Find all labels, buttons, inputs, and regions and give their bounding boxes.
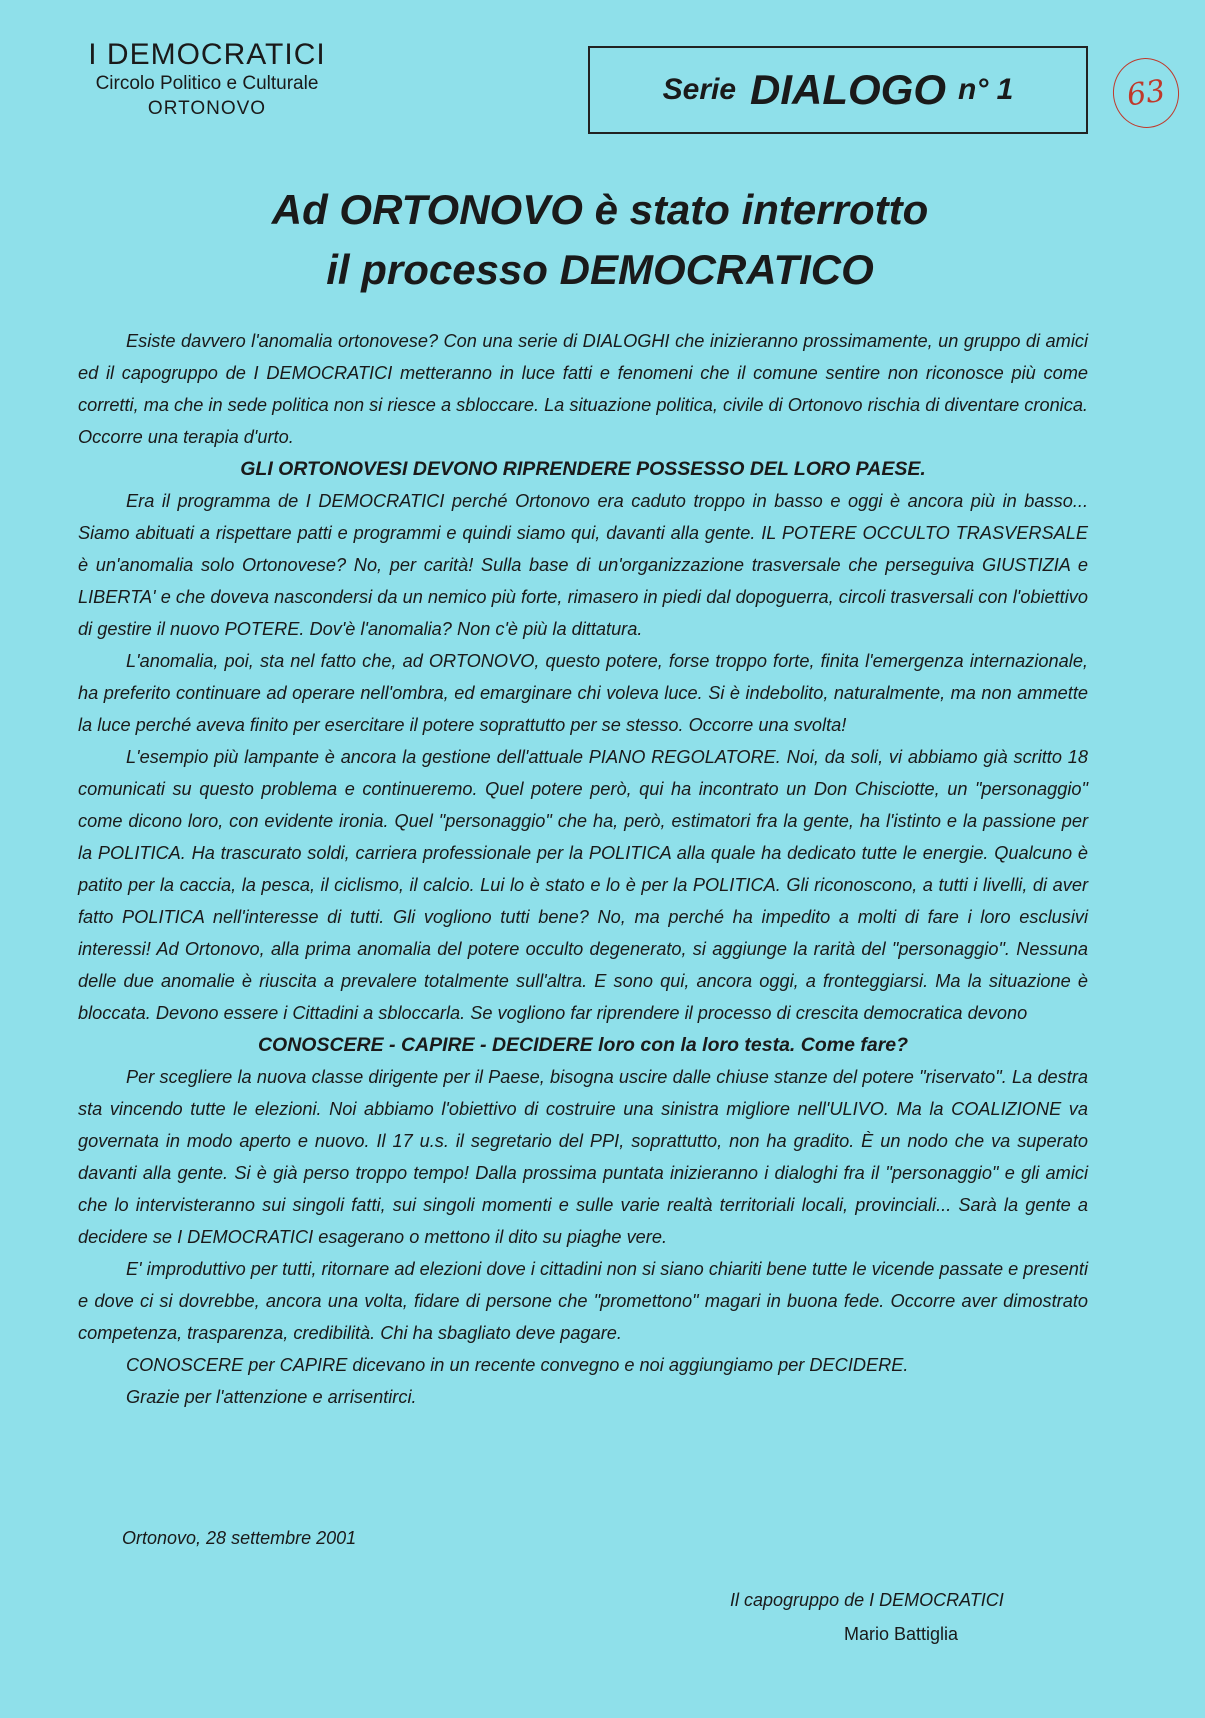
- heading-1: GLI ORTONOVESI DEVONO RIPRENDERE POSSESSO DEL LORO PAESE.: [240, 458, 926, 480]
- paragraph-8: Grazie per l'attenzione e arrisentirci.: [126, 1387, 417, 1407]
- title-line-1: Ad ORTONOVO è stato interrotto: [271, 186, 929, 233]
- paragraph-3: L'anomalia, poi, sta nel fatto che, ad ORTONOVO, questo potere, forse troppo forte, finita l'emergenza internazionale, ha preferito continuare ad operare nell'ombra, ed emarginare chi voleva luce. Si è indebolito, naturalmente, ma non ammette la luce perché aveva finito per esercitare il potere soprattutto per se stesso. Occorre una svolta!: [78, 651, 1088, 735]
- org-name: I DEMOCRATICI: [88, 38, 326, 71]
- paragraph-6: E' improduttivo per tutti, ritornare ad elezioni dove i cittadini non si siano chiariti bene tutte le vicende passate e presenti e dove ci si dovrebbe, ancora una volta, fidare di persone che "promettono" magari in buona fede. Occorre aver dimostrato competenza, trasparenza, credibilità. Chi ha sbagliato deve pagare.: [78, 1259, 1088, 1343]
- series-prefix: Serie: [662, 73, 737, 106]
- paragraph-7: CONOSCERE per CAPIRE dicevano in un recente convegno e noi aggiungiamo per DECIDERE.: [126, 1355, 909, 1375]
- document-body: [78, 325, 1088, 1413]
- paragraph-2: Era il programma de I DEMOCRATICI perché Ortonovo era caduto troppo in basso e oggi è ancora più in basso... Siamo abituati a rispettare patti e programmi e quindi siamo qui, davanti alla gente. IL POTERE OCCULTO TRASVERSALE è un'anomalia solo Ortonovese? No, per carità! Sulla base di un'organizzazione trasversale che perseguiva GIUSTIZIA e LIBERTA' e che doveva nascondersi da un nemico più forte, rimasero in piedi dal dopoguerra, circoli trasversali con l'obiettivo di gestire il nuovo POTERE. Dov'è l'anomalia? Non c'è più la dittatura.: [78, 491, 1088, 639]
- paragraph-4: L'esempio più lampante è ancora la gestione dell'attuale PIANO REGOLATORE. Noi, da soli, vi abbiamo già scritto 18 comunicati su questo problema e continueremo. Quel potere però, qui ha incontrato un Don Chisciotte, un "personaggio" come dicono loro, con evidente ironia. Quel "personaggio" che ha, però, estimatori fra la gente, ha l'istinto e la passione per la POLITICA. Ha trascurato soldi, carriera professionale per la POLITICA alla quale ha dedicato tutte le energie. Qualcuno è patito per la caccia, la pesca, il ciclismo, il calcio. Lui lo è stato e lo è per la POLITICA. Gli riconoscono, a tutti i livelli, di aver fatto POLITICA nell'interesse di tutti. Gli vogliono tutti bene? No, ma perché ha impedito a molti di fare i loro esclusivi interessi! Ad Ortonovo, alla prima anomalia del potere occulto degenerato, si aggiunge la rarità del "personaggio". Nessuna delle due anomalie è riuscita a prevalere totalmente sull'altra. E sono qui, ancora oggi, a fronteggiarsi. Ma la situazione è bloccata. Devono essere i Cittadini a sbloccarla. Se vogliono far riprendere il processo di crescita democratica devono: [78, 747, 1088, 1023]
- series-number: n° 1: [958, 73, 1014, 106]
- series-name: DIALOGO: [750, 66, 947, 113]
- org-header: [62, 38, 352, 122]
- handwritten-page-number: 63: [1108, 54, 1183, 133]
- paragraph-1: Esiste davvero l'anomalia ortonovese? Con una serie di DIALOGHI che inizieranno prossimamente, un gruppo di amici ed il capogruppo de I DEMOCRATICI metteranno in luce fatti e fenomeni che il comune sentire non riconosce più come corretti, ma che in sede politica non si riesce a sbloccare. La situazione politica, civile di Ortonovo rischia di diventare cronica. Occorre una terapia d'urto.: [78, 331, 1088, 447]
- title-line-2: il processo DEMOCRATICO: [326, 246, 874, 293]
- signature-name: Mario Battiglia: [844, 1624, 959, 1644]
- org-place: ORTONOVO: [147, 98, 267, 119]
- paragraph-5: Per scegliere la nuova classe dirigente per il Paese, bisogna uscire dalle chiuse stanze del potere "riservato". La destra sta vincendo tutte le elezioni. Noi abbiamo l'obiettivo di costruire una sinistra migliore nell'ULIVO. Ma la COALIZIONE va governata in modo aperto e nuovo. Il 17 u.s. il segretario del PPI, soprattutto, non ha gradito. È un nodo che va superato davanti alla gente. Si è già perso troppo tempo! Dalla prossima puntata inizieranno i dialoghi fra il "personaggio" e gli amici che lo intervisteranno sui singoli fatti, sui singoli momenti e sulle varie realtà territoriali locali, provinciali... Sarà la gente a decidere se I DEMOCRATICI esagerano o mettono il dito su piaghe vere.: [78, 1067, 1088, 1247]
- document-title: [100, 180, 1100, 300]
- org-subtitle: Circolo Politico e Culturale: [95, 73, 319, 94]
- series-box: [588, 46, 1088, 134]
- document-date: Ortonovo, 28 settembre 2001: [122, 1528, 357, 1548]
- signature-role: Il capogruppo de I DEMOCRATICI: [730, 1590, 1004, 1610]
- heading-2: CONOSCERE - CAPIRE - DECIDERE loro con la loro testa. Come fare?: [257, 1034, 909, 1056]
